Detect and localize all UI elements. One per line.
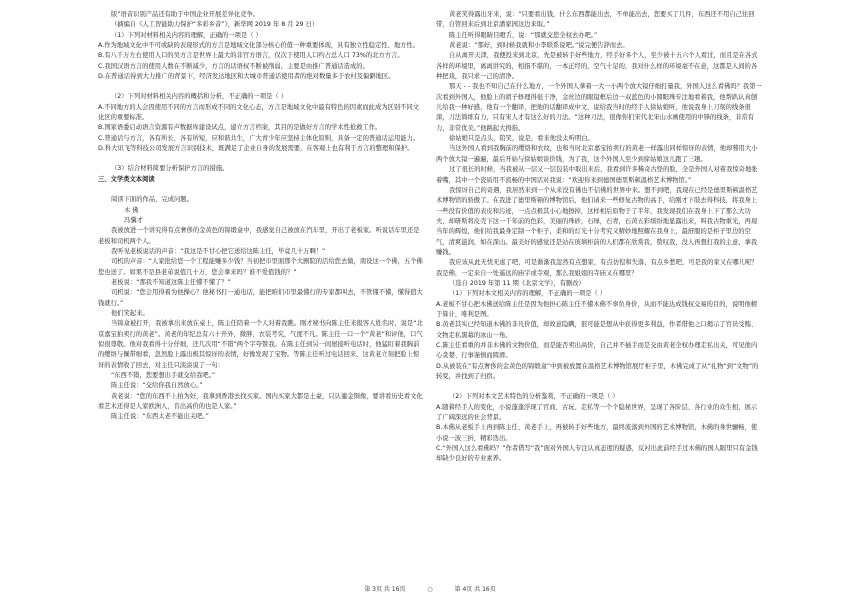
left-page-column	[98, 10, 424, 423]
left-paragraph: 陈主任说：“交给你我自然放心。”	[111, 382, 203, 390]
right-paragraph: 当这外国人看到我胸前的缨络和衣纹，也和当时北京嘉宝拍卖行的黄老一样露出同样惊讶的表情，他却蓦用大小两个放大镜一遍遍，最后开始与徐姑娘谈价钱，为了我，这个外国人至少到徐姑娘这儿跑了三趟。	[436, 145, 758, 163]
right-paragraph: A.老板不甘心把木佛送给陈主任是因为他担心陈主任不懂木佛不辜负身价，从而不能达成钱权交易的目的，说明他精于算计，唯利是图。	[436, 300, 758, 318]
right-paragraph: D.从被装在“有点奢侈的金黄色的锦缎盒”中到被放置在温格艺术博物馆展厅柜子里，木佛完成了从“礼物”到“文物”的转变，并找到了归宿。	[436, 362, 759, 381]
left-paragraph: B.有八千万左右使用人口的吴方言是世界上最大的非官方语言，仅次于使用人口约占总人口 73%的北方方言。	[98, 52, 404, 60]
right-paragraph	[436, 382, 762, 392]
left-paragraph	[98, 154, 424, 164]
right-paragraph: 过了很长的时候，当我被从一层又一层包装中取出来后，我看到许多稀奇古怪的脸，全是外国人对着我惊奇地张着嘴，其中一个瓷质用不流畅的中国话对我说：“欢迎你来到德国德里斯顿温格艺术博物馆。”	[436, 166, 758, 184]
left-paragraph: 版”语音识别产品还有助于中国企业开展差异化竞争。	[111, 11, 260, 18]
left-paragraph: A.不同地方的人会因使用不同的方言而形成不同的文化心态，方言是地域文化中最有特色的因素而此成为区别不同文化区的重要标准。	[98, 103, 420, 122]
page-separator: ○	[427, 586, 433, 593]
left-paragraph: “东西不错，您要想出手就交给我吧。”	[111, 372, 216, 379]
left-paragraph: 木 佛	[124, 206, 139, 214]
right-paragraph: C.陈主任看重的并非木佛的文物价值，而是能否卖出高价，自己并不插手而是交由黄老全权办理走私出关，可见他内心贪婪、行事谨慎而圆滑。	[436, 342, 758, 360]
left-paragraph: （2）下列对材料相关内容的概括和分析，不正确的一项是（ ）	[111, 93, 288, 101]
right-paragraph: 黄老笑得露出牙来，说：“只要看出钱，什么东西都能出去，不单能出去，您要买了几件，东西还不用自己往回带，自管回来后到北京潘家园这边来取。”	[436, 11, 755, 29]
right-paragraph: 我惊讶自己的奇遇，我居然来到一个从来没有佛也不信佛的世界中来。想不到吧，我现在已经是德里斯顿温格艺术博物馆的骄傲了。在我进了德里斯顿的博物馆后，他们请来一些修复古物的高手，给刚才下肢去得科技，将我身上一些没有价值的表皮和污迹，一点点极其小心地擦掉，这样相后原物于了半年，我发现我们在我身上下了那么大功夫，却研斯将皮壳下这一千年前的色彩，美丽的珠砂，石绿，石青，石黄五彩缤纷地显露出来，叫我古物重光，再现当年的辉煌，他们给我最身定制一个柜子，柔和的灯光十分考究又精妙地照耀在我身上，最舒服的是柜子里边的空气，清爽滋润，如在深山。最美好的感觉还是站在玻璃柜前的人们都在欣赏我，赞叹我，没人再想打我的主意，拿我赚钱。	[436, 186, 758, 256]
left-paragraph: （1）下列对材料相关内容的理解，正确的一项是（ ）	[111, 31, 262, 39]
left-paragraph: （3）结合材料简要分析保护方言的措施。	[111, 165, 229, 173]
left-paragraph: 他们笑起来。	[111, 309, 149, 317]
page-footer	[0, 584, 860, 593]
left-paragraph: C.我国汉语方言的使用人数在不断减少，方言的话语权不断被削弱，主要是由推广普通话造成的。	[98, 62, 369, 70]
left-paragraph: 司机的声音：“人家批给您一个工程能赚多少钱？当初把市里面那个大剧院的活给您去做，南设这一个佛，五个佛您也送了。如果不是县老弟说值几十万，您会拿来吗？谁不爱值钱的？”	[98, 258, 423, 276]
right-paragraph: 我应该从此无忧无虑了吧，可是渐渐我忽然有点想家，有点彷徨和失落，有点乡愁吧，可是我的家又在哪儿呢？我是佛，一定来自一处遥远的庙宇或寺观，那么我姐姐的寺庙又在哪里？	[436, 259, 758, 277]
left-paragraph: D.在普通话得到大力推广的背景下，经济发达地区和大城市普通话使用者的绝对数量多于农村及偏僻地区。	[98, 73, 395, 81]
left-paragraph: 当锦盒被打开，我被拿出来放在桌上，陈主任陪着一个人对着我瞧。刚才秘书向陈主任来报客人姓名时，说是“北京嘉宝拍卖行的黄老”。黄老的年纪总有六十开外，微胖，衣装考究，气度不凡。陈主任一口一个“黄老”和评他，口气似很尊敬。他对我看得十分仔细，还几次用“不错”两个字夸赞我。在陈主任到另一间屋接听电话时，他猛盯着我胸前的缨络与佩带细看，忽然脸上露出极其惊讶的表情，好像发现了宝物。等陈主任听过电话回来，这黄老立刻把脸上惊讶的表情收了回去，对主任只淡淡说了一句：	[98, 320, 423, 369]
left-paragraph: 黄老说：“您的东西不上拍为好，我拿到香港去找买家。国内买家大都是土豪，只认鎏金铜像，要讲看历史看文化看艺术还得是人家欧洲人，肯出高价的也是人家。”	[98, 392, 423, 411]
left-paragraph: 三、文学类文本阅读	[98, 175, 155, 183]
right-paragraph: A.随着经手人的变化，小说蓬蓬浮现了官商、古玩、走私等一个个隐秘世界，呈现了各阶层、各行业的众生相，展示了广阔深远的社会背景。	[436, 403, 758, 422]
right-paragraph: （2）下列对本文艺术特色的分析鉴赏，不正确的一项是（ ）	[449, 393, 619, 401]
right-paragraph: 自从离开天津，我便投来到北京，先是被转手好些地方，经手好多个人，至少被十五六个人看过，而且是在各式各样的环境里，离离讲究的，相指不堪的，一本正经的，空气十足的，我对什么样的环境毫不在意，这都是人间的各种把戏，我只求一己的清净。	[436, 52, 758, 81]
right-paragraph: B.木佛从老板手上再到陈主任、黄老手上，再被转手好些地方，最终流落到外国的艺术博物馆，木佛的身世骊畅，使小说一波三折，精彩迭出。	[436, 424, 758, 442]
right-paragraph: C.“外国人这么看佛吗？”作者借写“我”面对外国人专注认真态度的疑惑，反衬出此前经手过木佛的国人眼里只有金钱却缺少良好的专业素养。	[436, 445, 758, 463]
left-paragraph: 阅读下面的作品，完成问题。	[111, 196, 193, 204]
left-paragraph: 老板说：“那我不知道这陈主任懂不懂了？”	[111, 278, 231, 286]
right-page-number: 第 4页 共 16页	[454, 586, 496, 593]
left-paragraph: B.国家语委启动语言资源有声数据库建设试点，建立方言档案，其目的是做好方言的学术性抢救工作。	[98, 124, 382, 132]
left-paragraph: C.普通话与方言，各有所长、各有所短，应和谐共生，广大青少年应坚持主体化原则，具备一定的普通话运用能力。	[98, 134, 420, 142]
left-paragraph: 司机说：“您会用得着为他操心？他秘书打一通电话，能把咱们市里最懂行的专家都叫去，不管懂不懂，懂得值大钱就行。”	[98, 289, 423, 307]
left-paragraph: 我被放进一个讲究得有点奢侈的金黄色的锦缎盒中，我感觉自己被放在汽车里，开出了老板家。听说话车里还是老板和司机两个人。	[98, 227, 420, 245]
right-paragraph: 陈主任听得眼睛目瞪舌，说：“那就交您全权去办吧。”	[449, 31, 598, 39]
right-paragraph: 徐姑娘只是点头，陪笑，说是，看来他没太听明白。	[449, 135, 594, 143]
left-paragraph: A.作为地域文化中不可或缺的表现形式的方言是地域文化部分核心价值一种重要体现，具有独立性稳定性、地方性。	[98, 42, 420, 50]
right-page-column	[436, 10, 762, 465]
right-paragraph: 那天 - - 我也不知自己在什么地方，一个外国人拿着一大一小两个放大镜仔细打量我，外国人这么看佛吗？我第一次看到外国人，他脸上的胡子修理得很干净，金丝边的眼镜框后边一双蓝色的小圆眼珠专注地看着我，他帮趴认真刨儿给我一种好感，他有一个翻译，把他的话翻译成中文，说给我当时的经手人徐姑娘听，他说我身上刀刻的线条很深，刀法简练有力，只有宋人才有这么好的刀法。“这种刀法，很像你们宋代北宋山水画使用的中锋的线条，非常有力，非常优美。”他跳起大拇指。	[436, 83, 762, 132]
left-paragraph	[98, 185, 424, 195]
left-page-number: 第 3页 共 16页	[364, 586, 406, 593]
right-paragraph: B.黄老其实已经知道木佛的非凡价值，却故意隐瞒，很可能是想从中获得更多利益，作者借他之口揭示了官员受贿、文物走私黑幕的冰山一角。	[436, 321, 758, 339]
right-paragraph: （1）下列对本文相关内容的理解，不正确的一项是（ ）	[449, 290, 607, 298]
left-paragraph: 我听见老板说话的声音：“我这是不甘心把它送给这陈主任，毕竟几十万啊！”	[111, 247, 326, 255]
left-paragraph: D.科大讯飞等科技公司发展方言识别技术，既满足了企业自身的发展需要，在客观上也有利于方言的整理和保护。	[98, 145, 414, 153]
left-paragraph	[98, 82, 424, 92]
left-paragraph: 陈主任说：“东西太老不能出关吧。”	[111, 413, 209, 421]
left-paragraph: （摘编自《人工智能助力保护“多彩乡音”》，新华网 2019 年 8 月 29 日）	[111, 21, 319, 29]
right-paragraph: （选自 2019 年第 11 期《北京文学》，有删改）	[449, 279, 585, 287]
left-paragraph: 冯骥才	[124, 216, 143, 224]
right-paragraph: 黄老说：“那好，到时候我就和小李联系说吧。”说完便告辞而去。	[449, 42, 629, 50]
